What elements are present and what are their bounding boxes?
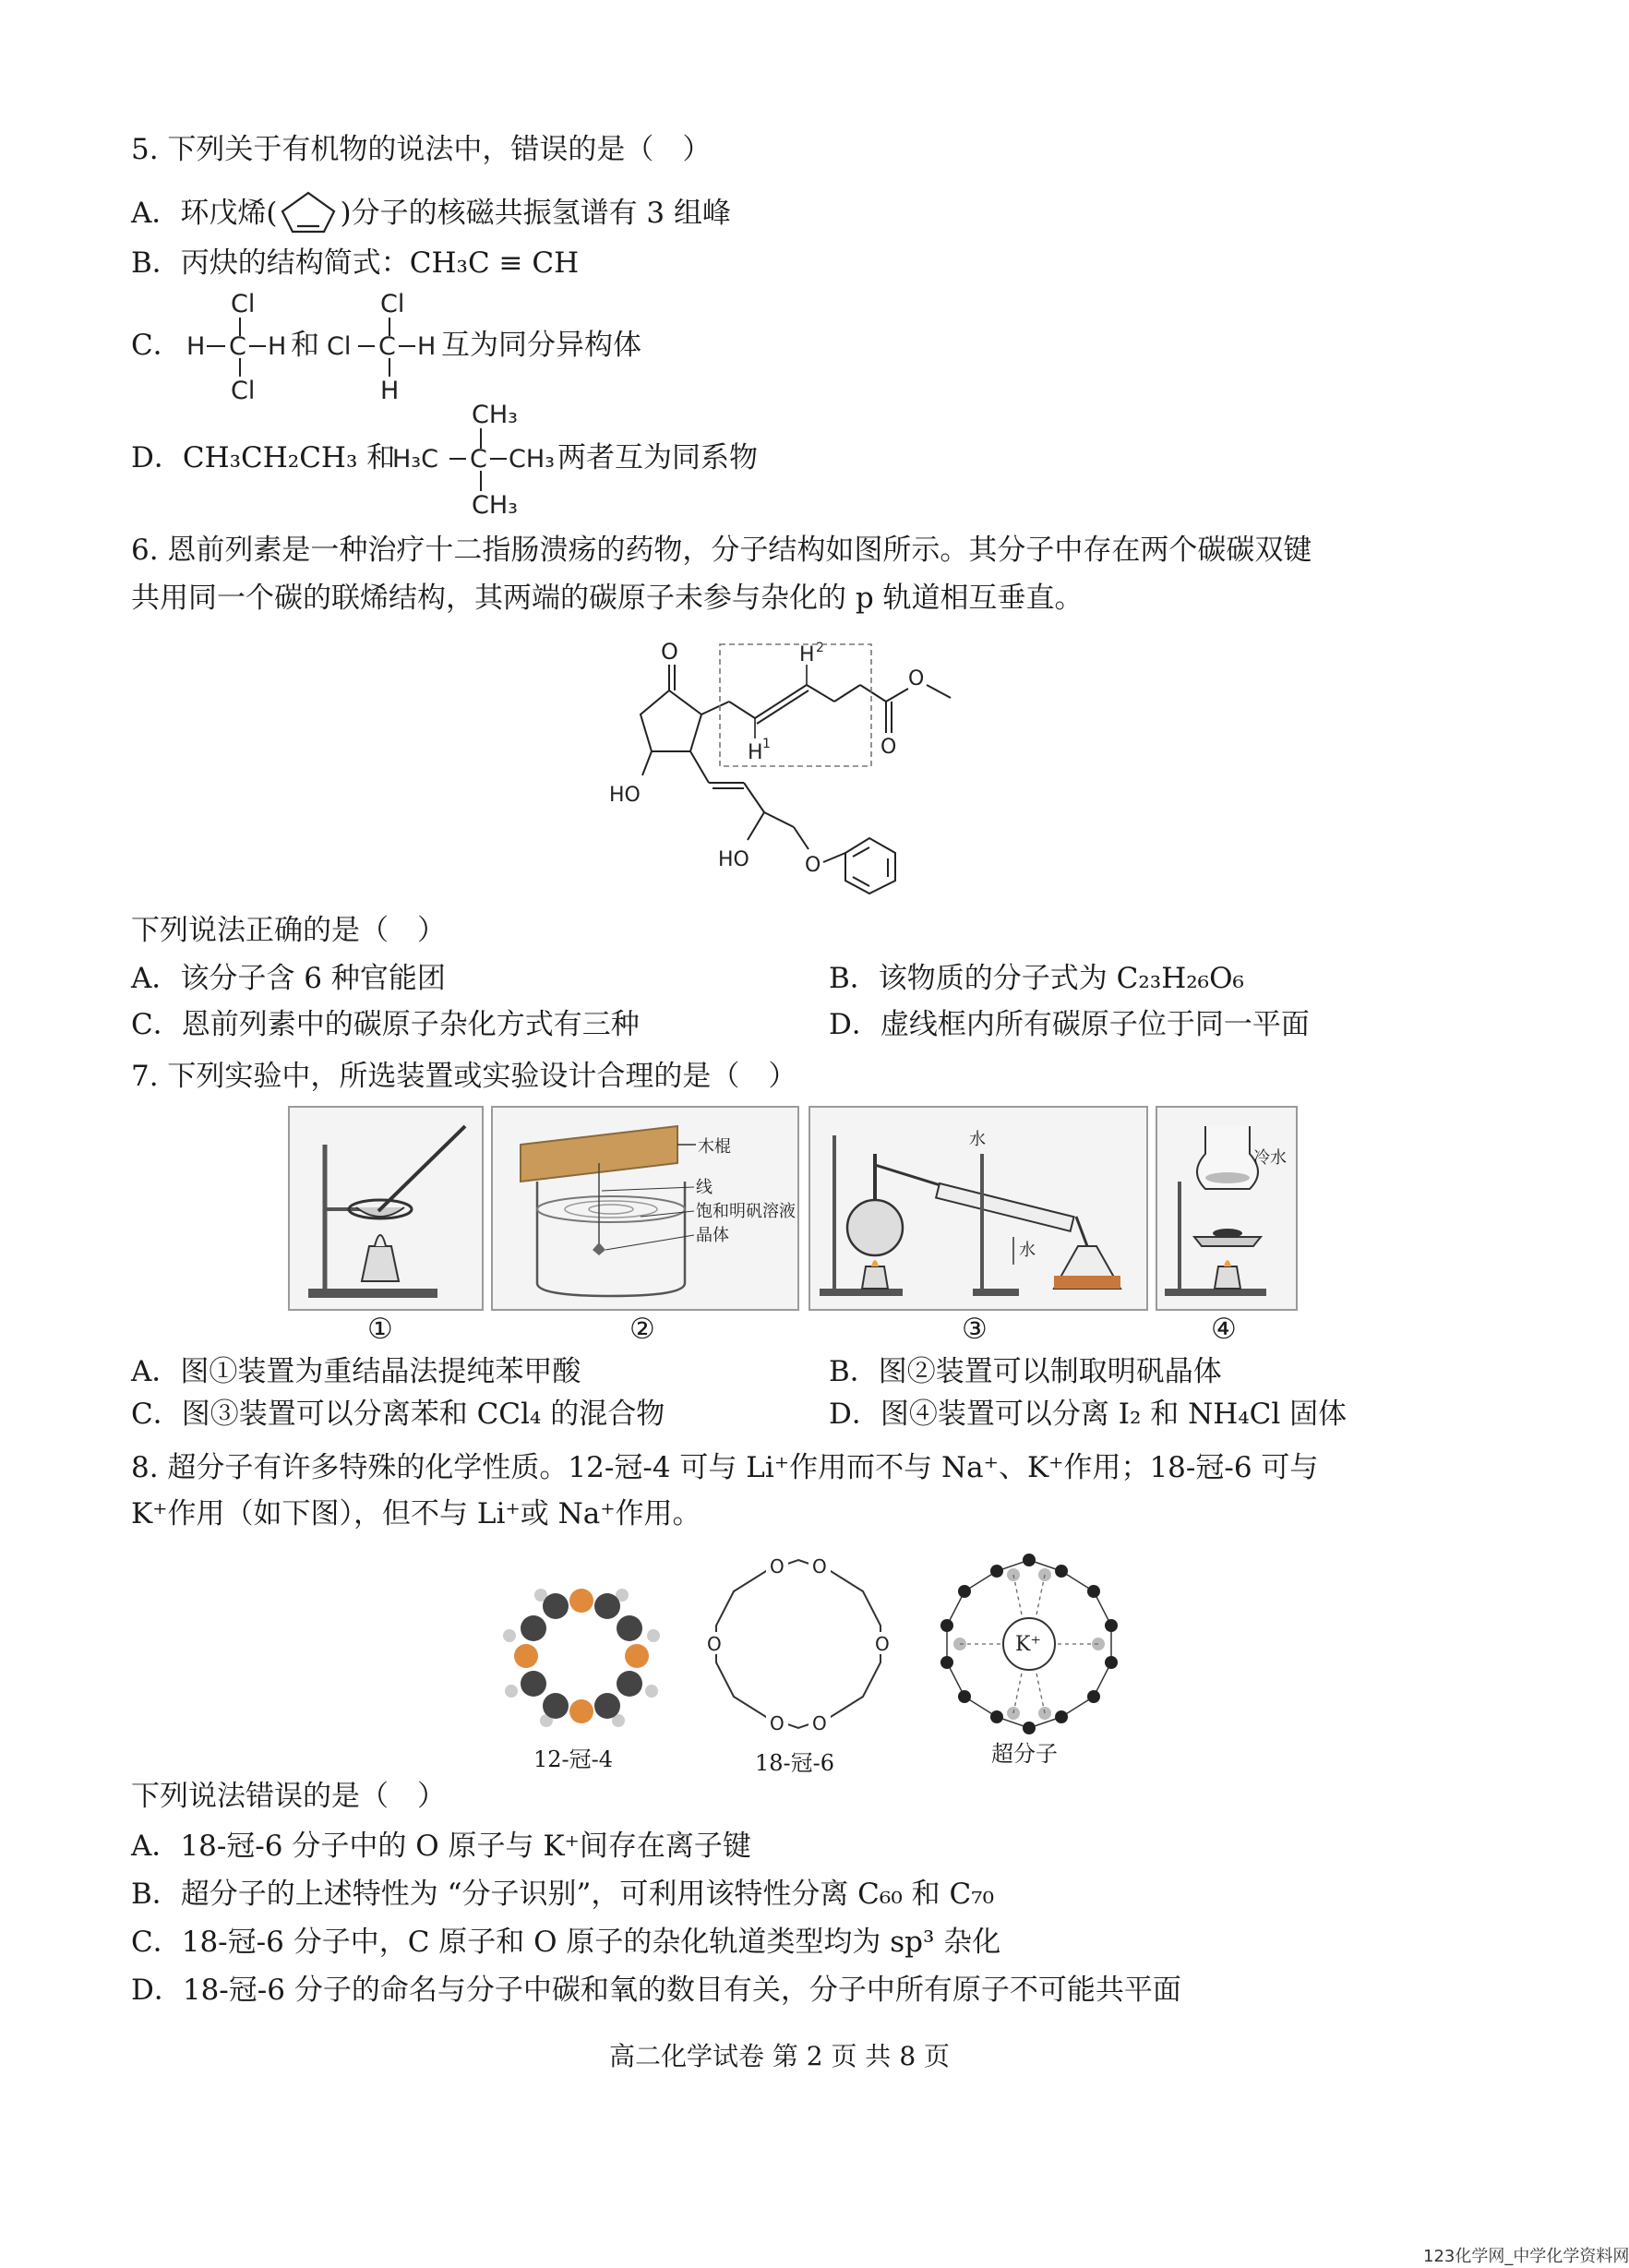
q5-option-a: A．环戊烯( )分子的核磁共振氢谱有 3 组峰 — [131, 189, 731, 235]
figure-4-number: ④ — [1211, 1313, 1237, 1346]
12-crown-4-model — [489, 1553, 674, 1746]
q8-option-b: B．超分子的上述特性为 “分子识别”，可利用该特性分离 C₆₀ 和 C₇₀ — [131, 1878, 995, 1911]
svg-text:2: 2 — [816, 641, 824, 655]
apparatus-figure-2 — [491, 1106, 799, 1311]
q7-option-d: D．图④装置可以分离 I₂ 和 NH₄Cl 固体 — [829, 1398, 1348, 1431]
q6-stem-line2: 共用同一个碳的联烯结构，其两端的碳原子未参与杂化的 p 轨道相互垂直。 — [131, 582, 1084, 615]
svg-text:1: 1 — [762, 737, 771, 751]
q8-stem-line2: K⁺作用（如下图），但不与 Li⁺或 Na⁺作用。 — [131, 1497, 701, 1530]
q7-option-c: C．图③装置可以分离苯和 CCl₄ 的混合物 — [131, 1398, 665, 1431]
q5-option-b: B．丙炔的结构简式：CH₃C ≡ CH — [131, 246, 580, 280]
svg-text:水: 水 — [1019, 1241, 1036, 1260]
q6-option-b: B．该物质的分子式为 C₂₃H₂₆O₆ — [829, 962, 1244, 995]
dichloromethane-structure-1 — [185, 288, 291, 404]
svg-text:H₃C: H₃C — [392, 445, 438, 474]
q5-option-d-pre: D．CH₃CH₂CH₃ 和 — [131, 441, 396, 474]
q6-stem-line1: 6. 恩前列素是一种治疗十二指肠溃疡的药物，分子结构如图所示。其分子中存在两个碳碳双键 — [131, 534, 1312, 567]
svg-text:O: O — [805, 854, 821, 877]
enprostil-structure — [609, 637, 997, 895]
supramolecule-structure — [932, 1547, 1126, 1741]
q8-question: 下列说法错误的是（ ） — [131, 1780, 446, 1813]
q5-option-d-post: 两者互为同系物 — [557, 441, 758, 474]
svg-text:O: O — [812, 1555, 827, 1578]
q5-option-c-post: 互为同分异构体 — [441, 329, 641, 362]
svg-text:H: H — [380, 377, 400, 405]
q8-option-c: C．18-冠-6 分子中，C 原子和 O 原子的杂化轨道类型均为 sp³ 杂化 — [131, 1926, 1001, 1959]
svg-text:CH₃: CH₃ — [472, 491, 518, 520]
q6-question: 下列说法正确的是（ ） — [131, 914, 446, 947]
svg-text:C: C — [229, 332, 246, 361]
svg-text:O: O — [770, 1555, 785, 1578]
svg-text:Cl: Cl — [231, 290, 256, 318]
svg-text:线: 线 — [696, 1178, 713, 1197]
svg-text:H: H — [799, 643, 815, 666]
svg-text:H: H — [417, 332, 437, 361]
q8-stem-line1: 8. 超分子有许多特殊的化学性质。12-冠-4 可与 Li⁺作用而不与 Na⁺、K⁺作用；18-冠-6 可与 — [131, 1451, 1319, 1484]
svg-text:O: O — [770, 1712, 785, 1734]
svg-text:O: O — [661, 639, 678, 665]
svg-text:K⁺: K⁺ — [1015, 1633, 1042, 1656]
crystal-growth-illustration — [493, 1108, 797, 1309]
figure-3-number: ③ — [962, 1313, 988, 1346]
svg-text:O: O — [880, 736, 897, 759]
18-crown-6-structure — [701, 1547, 895, 1741]
svg-text:H: H — [748, 741, 763, 764]
caption-12-crown-4: 12-冠-4 — [533, 1746, 614, 1772]
apparatus-figure-3 — [809, 1106, 1148, 1311]
svg-text:CH₃: CH₃ — [472, 401, 518, 429]
svg-text:Cl: Cl — [231, 377, 256, 405]
caption-18-crown-6: 18-冠-6 — [755, 1750, 835, 1776]
q6-option-d: D．虚线框内所有碳原子位于同一平面 — [829, 1008, 1310, 1041]
svg-text:CH₃: CH₃ — [509, 445, 555, 474]
svg-text:H: H — [268, 332, 287, 361]
q5-option-c-label: C． — [131, 329, 182, 362]
svg-text:C: C — [378, 332, 396, 361]
svg-text:HO: HO — [718, 848, 749, 871]
svg-text:木棍: 木棍 — [698, 1137, 731, 1157]
q8-option-a: A．18-冠-6 分子中的 O 原子与 K⁺间存在离子键 — [131, 1830, 751, 1863]
page-footer: 高二化学试卷 第 2 页 共 8 页 — [609, 2041, 951, 2071]
site-watermark: 123化学网_中学化学资料网 — [1423, 2247, 1629, 2266]
q7-option-b: B．图②装置可以制取明矾晶体 — [829, 1355, 1222, 1388]
q7-stem: 7. 下列实验中，所选装置或实验设计合理的是（ ） — [131, 1060, 797, 1093]
svg-text:Cl: Cl — [327, 332, 352, 361]
dichloromethane-structure-2 — [325, 288, 440, 404]
q7-option-a: A．图①装置为重结晶法提纯苯甲酸 — [131, 1355, 581, 1388]
svg-text:O: O — [707, 1633, 722, 1655]
svg-text:H: H — [186, 332, 206, 361]
svg-text:O: O — [812, 1712, 827, 1734]
svg-text:冷水: 冷水 — [1253, 1148, 1287, 1168]
distillation-apparatus-illustration — [810, 1108, 1146, 1309]
svg-text:O: O — [908, 667, 925, 690]
svg-text:O: O — [875, 1633, 890, 1655]
q5-option-c-mid: 和 — [291, 329, 319, 362]
cyclopentene-structure — [277, 189, 340, 235]
apparatus-figure-4 — [1156, 1106, 1298, 1311]
svg-text:C: C — [470, 445, 487, 474]
q5-stem: 5. 下列关于有机物的说法中，错误的是（ ） — [131, 133, 712, 166]
figure-1-number: ① — [367, 1313, 393, 1346]
q6-option-c: C．恩前列素中的碳原子杂化方式有三种 — [131, 1008, 640, 1041]
svg-text:晶体: 晶体 — [696, 1226, 729, 1245]
q6-option-a: A．该分子含 6 种官能团 — [131, 962, 446, 995]
neopentane-structure — [392, 399, 558, 520]
svg-text:水: 水 — [969, 1130, 986, 1149]
svg-text:饱和明矾溶液: 饱和明矾溶液 — [696, 1202, 796, 1221]
apparatus-figure-1 — [288, 1106, 484, 1311]
caption-supramolecule: 超分子 — [991, 1741, 1058, 1767]
sublimation-apparatus-illustration — [1157, 1108, 1296, 1309]
q8-option-d: D．18-冠-6 分子的命名与分子中碳和氧的数目有关，分子中所有原子不可能共平面 — [131, 1974, 1181, 2007]
svg-text:HO: HO — [609, 784, 641, 807]
svg-text:Cl: Cl — [380, 290, 405, 318]
figure-2-number: ② — [629, 1313, 655, 1346]
evaporation-apparatus-illustration — [290, 1108, 482, 1309]
